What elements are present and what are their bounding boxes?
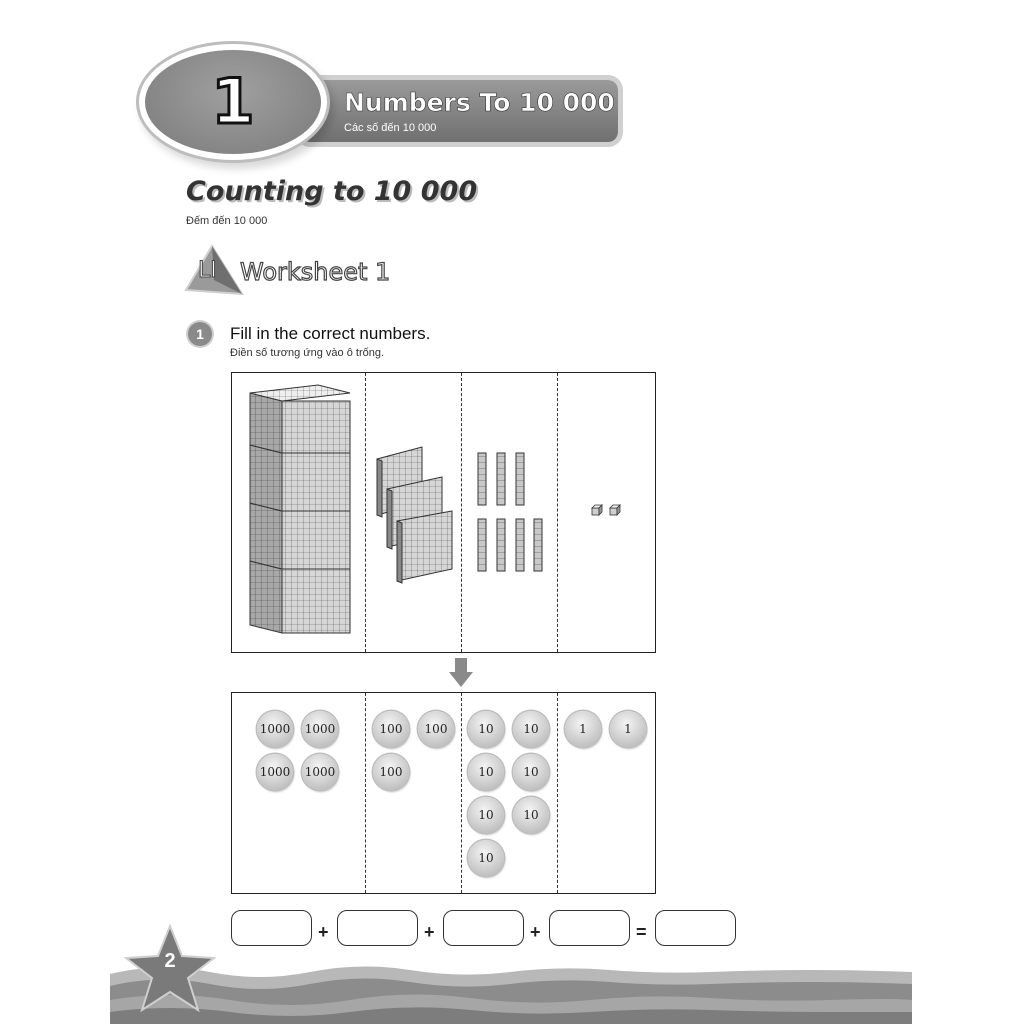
answer-box-thousands[interactable] [231, 910, 312, 946]
chapter-subtitle: Các số đến 10 000 [344, 122, 437, 134]
column-divider [461, 693, 462, 893]
worksheet-title: Worksheet 1 [240, 258, 391, 286]
plus-sign: + [530, 922, 541, 942]
section-subtitle: Đếm đến 10 000 [186, 215, 268, 227]
ten-disc: 10 [468, 711, 504, 747]
section-title: Counting to 10 000 [186, 176, 478, 207]
ten-disc: 10 [513, 797, 549, 833]
plus-sign: + [424, 922, 435, 942]
place-value-discs-panel [231, 692, 656, 894]
base-ten-blocks-panel [231, 372, 656, 653]
page-number: 2 [164, 950, 176, 972]
base-ten-blocks-illustration [232, 373, 655, 652]
answer-box-ones[interactable] [549, 910, 630, 946]
ten-rod [516, 519, 524, 571]
ten-disc: 10 [468, 797, 504, 833]
thousand-cube [250, 561, 350, 633]
question-subtext: Điền số tương ứng vào ô trống. [230, 347, 385, 359]
plus-sign: + [318, 922, 329, 942]
thousand-cube [250, 385, 350, 453]
thousand-disc: 1000 [302, 754, 338, 790]
answer-box-hundreds[interactable] [337, 910, 418, 946]
thousand-cube [250, 503, 350, 569]
ten-rod [534, 519, 542, 571]
question-text: Fill in the correct numbers. [230, 324, 431, 343]
one-cube [592, 505, 602, 515]
ten-disc: 10 [468, 754, 504, 790]
ten-rod [478, 519, 486, 571]
ten-disc: 10 [513, 711, 549, 747]
hundred-flat [397, 511, 452, 583]
chapter-number: 1 [211, 65, 255, 138]
ten-rod [497, 519, 505, 571]
answer-box-tens[interactable] [443, 910, 524, 946]
hundred-disc: 100 [373, 754, 409, 790]
arrow-down-icon [449, 658, 473, 688]
thousand-disc: 1000 [257, 754, 293, 790]
equals-sign: = [636, 922, 647, 942]
column-divider [557, 693, 558, 893]
hundred-disc: 100 [373, 711, 409, 747]
one-cube [610, 505, 620, 515]
answer-box-total[interactable] [655, 910, 736, 946]
column-divider [365, 693, 366, 893]
ten-disc: 10 [468, 840, 504, 876]
chapter-title: Numbers To 10 000 [344, 88, 615, 117]
ten-rod [497, 453, 505, 505]
question-number-badge: 1 [188, 322, 212, 346]
ten-rod [478, 453, 486, 505]
ten-disc: 10 [513, 754, 549, 790]
hundred-disc: 100 [418, 711, 454, 747]
one-disc: 1 [610, 711, 646, 747]
thousand-disc: 1000 [257, 711, 293, 747]
thousand-disc: 1000 [302, 711, 338, 747]
thousand-cube [250, 445, 350, 511]
worksheet-code: LI [198, 258, 217, 283]
one-disc: 1 [565, 711, 601, 747]
ten-rod [516, 453, 524, 505]
